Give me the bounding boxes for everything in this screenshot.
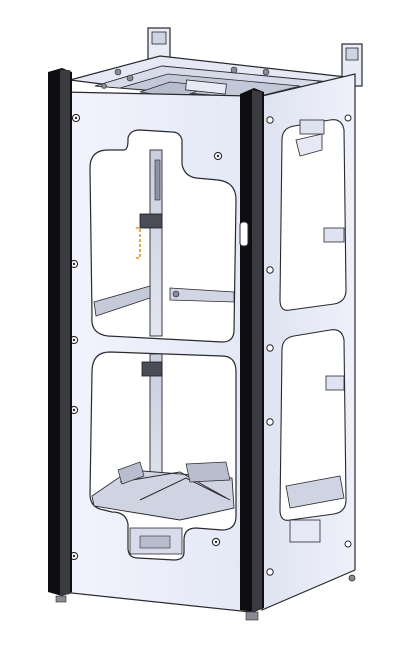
front-panel xyxy=(62,92,250,612)
corner-rail-left xyxy=(48,68,72,602)
side-panel-right xyxy=(262,74,355,610)
corner-rail-right xyxy=(240,88,264,620)
